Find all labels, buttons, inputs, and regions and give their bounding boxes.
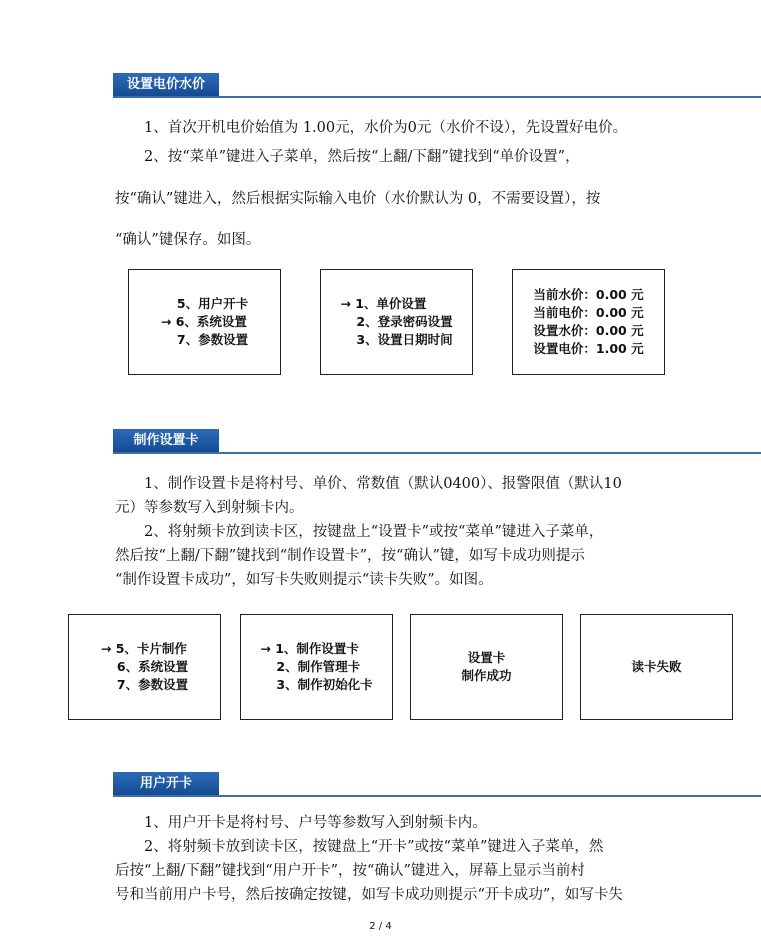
screen-line: 2、制作管理卡 <box>276 659 361 674</box>
paragraph: “确认”键保存。如图。 <box>115 232 261 248</box>
section-header-user-card <box>113 772 761 798</box>
screen-line: 7、参数设置 <box>116 677 189 692</box>
screen-line: 2、登录密码设置 <box>356 314 453 329</box>
screen-line: 设置卡 <box>467 650 506 665</box>
screen-line: 制作成功 <box>461 668 512 683</box>
screen-price-values <box>512 269 665 375</box>
screen-line: 当前电价：0.00 元 <box>533 305 644 320</box>
paragraph: 按“确认”键进入，然后根据实际输入电价（水价默认为 0，不需要设置），按 <box>115 191 601 207</box>
screen-line-selected: → 1、制作设置卡 <box>260 641 359 656</box>
screen-line-selected: → 5、卡片制作 <box>100 641 187 656</box>
screen-line: 当前水价：0.00 元 <box>533 287 644 302</box>
paragraph: 2、按“菜单”键进入子菜单，然后按“上翻/下翻”键找到“单价设置”， <box>115 149 580 165</box>
paragraph: 然后按“上翻/下翻”键找到“制作设置卡”，按“确认”键，如写卡成功则提示 <box>115 548 585 564</box>
paragraph: 后按“上翻/下翻”键找到“用户开卡”，按“确认”键进入，屏幕上显示当前村 <box>115 863 585 879</box>
screen-line: 设置电价：1.00 元 <box>533 341 644 356</box>
section-title: 用户开卡 <box>113 772 219 796</box>
screen-line-selected: → 1、单价设置 <box>340 296 427 311</box>
section-header-price <box>113 73 761 99</box>
screen-menu-system <box>320 269 473 375</box>
screen-menu-card <box>68 614 221 720</box>
screen-menu-main <box>128 269 281 375</box>
section-title: 设置电价水价 <box>113 73 219 97</box>
paragraph: 元）等参数写入到射频卡内。 <box>115 500 304 516</box>
paragraph: 1、制作设置卡是将村号、单价、常数值（默认0400）、报警限值（默认10 <box>115 476 622 492</box>
screen-menu-card-make <box>240 614 393 720</box>
page-number: 2 / 4 <box>369 921 392 932</box>
screen-card-success <box>410 614 563 720</box>
paragraph: 2、将射频卡放到读卡区，按键盘上“开卡”或按“菜单”键进入子菜单，然 <box>115 839 604 855</box>
section-rule <box>113 96 761 98</box>
section-rule <box>113 795 761 797</box>
paragraph: 1、用户开卡是将村号、户号等参数写入到射频卡内。 <box>115 815 487 831</box>
paragraph: 号和当前用户卡号，然后按确定按键，如写卡成功则提示“开卡成功”，如写卡失 <box>115 887 623 903</box>
paragraph: “制作设置卡成功”，如写卡失败则提示“读卡失败”。如图。 <box>115 572 493 588</box>
screen-read-fail <box>580 614 733 720</box>
section-title: 制作设置卡 <box>113 429 219 453</box>
section-rule <box>113 452 761 454</box>
screen-line: 3、制作初始化卡 <box>276 677 373 692</box>
screen-line: 设置水价：0.00 元 <box>533 323 644 338</box>
screen-line-selected: → 6、系统设置 <box>160 314 247 329</box>
screen-line: 5、用户开卡 <box>176 296 249 311</box>
paragraph: 1、首次开机电价始值为 1.00元，水价为0元（水价不设），先设置好电价。 <box>115 120 628 136</box>
paragraph: 2、将射频卡放到读卡区，按键盘上“设置卡”或按“菜单”键进入子菜单， <box>115 524 604 540</box>
screen-line: 6、系统设置 <box>116 659 189 674</box>
screen-line: 读卡失败 <box>631 659 682 674</box>
screen-line: 7、参数设置 <box>176 332 249 347</box>
section-header-setting-card <box>113 429 761 455</box>
screen-line: 3、设置日期时间 <box>356 332 453 347</box>
